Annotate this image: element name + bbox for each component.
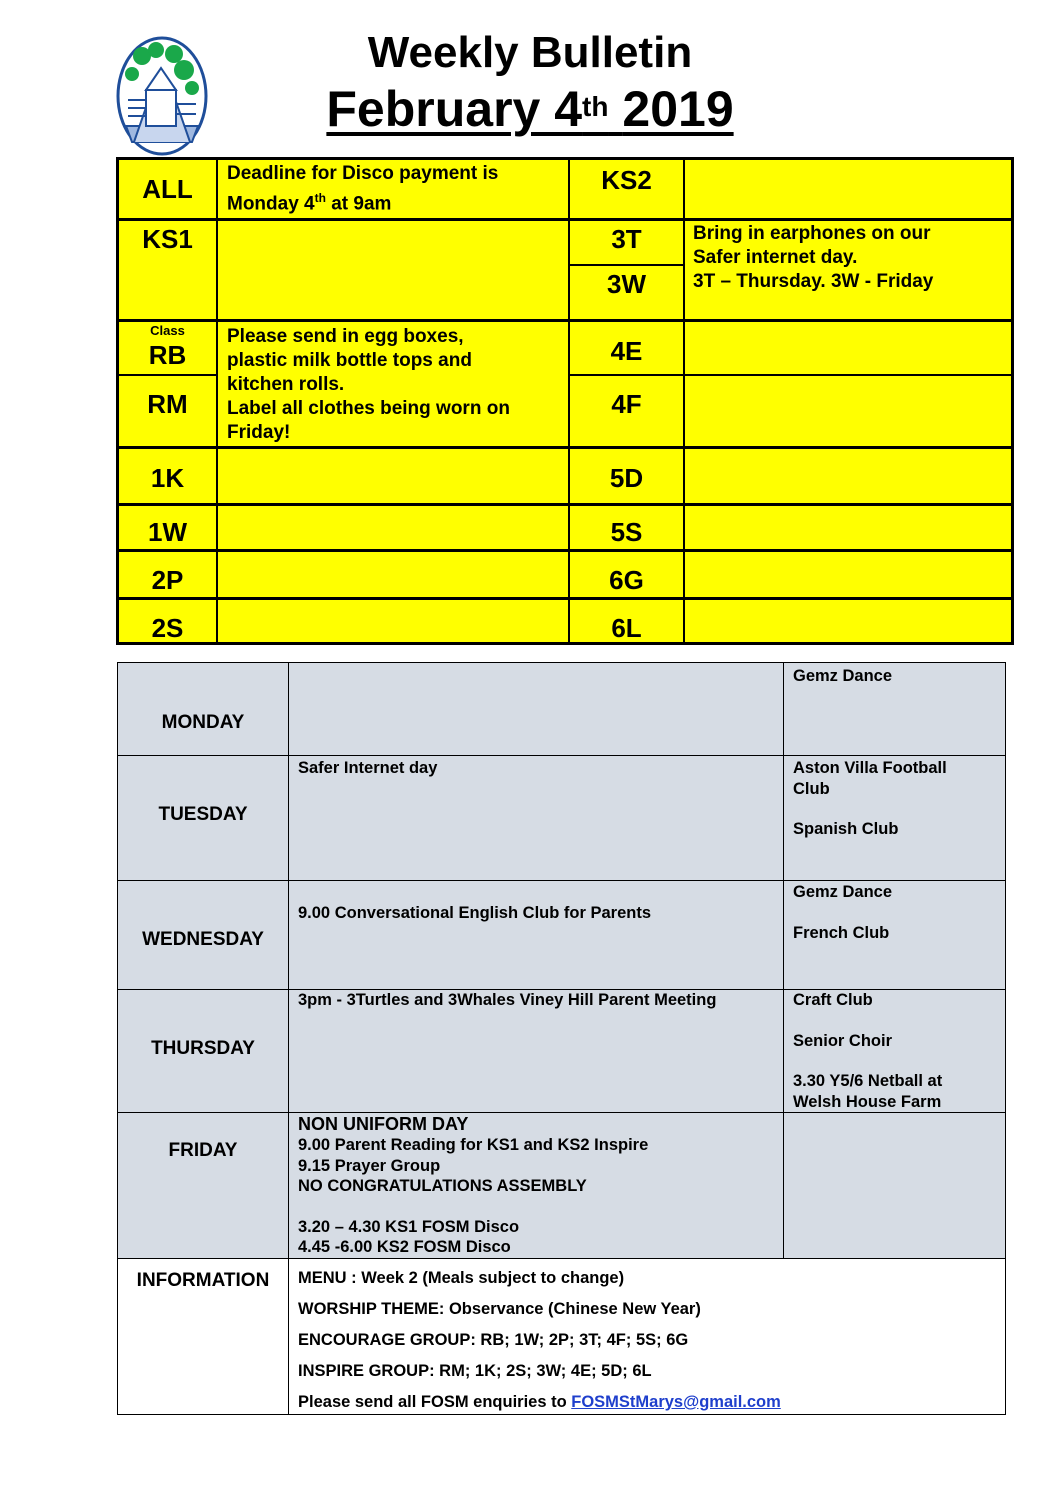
class-code-4e: 4E bbox=[610, 336, 643, 366]
friday-events: NON UNIFORM DAY 9.00 Parent Reading for KS1 and KS2 Inspire 9.15 Prayer Group NO CONGRATULATIONS ASSEMBLY 3.20 – 4.30 KS1 FOSM Disco 4.45 -6.00 KS2 FOSM Disco bbox=[298, 1114, 649, 1256]
class-code-2s: 2S bbox=[151, 613, 184, 643]
date-year: 2019 bbox=[622, 81, 734, 137]
class-code-3w: 3W bbox=[607, 269, 646, 299]
weekly-schedule-table bbox=[117, 662, 1006, 1415]
class-code-all: ALL bbox=[142, 174, 193, 204]
day-thursday: THURSDAY bbox=[151, 1038, 255, 1059]
school-crest-logo bbox=[112, 30, 212, 158]
day-tuesday: TUESDAY bbox=[158, 804, 248, 825]
day-monday: MONDAY bbox=[161, 712, 245, 733]
date-suffix: th bbox=[582, 91, 609, 122]
thursday-events: 3pm - 3Turtles and 3Whales Viney Hill Parent Meeting bbox=[298, 991, 717, 1009]
day-friday: FRIDAY bbox=[168, 1140, 238, 1161]
class-code-1w: 1W bbox=[148, 517, 187, 547]
bulletin-date bbox=[250, 80, 810, 138]
tuesday-events: Safer Internet day bbox=[298, 759, 438, 777]
class-code-rm: RM bbox=[147, 389, 188, 419]
class-code-5s: 5S bbox=[610, 517, 643, 547]
class-code-6g: 6G bbox=[609, 565, 644, 595]
note-all: Deadline for Disco payment is Monday 4th at 9am bbox=[227, 163, 499, 215]
bulletin-title: Weekly Bulletin bbox=[367, 28, 693, 77]
thursday-clubs: Craft Club Senior Choir 3.30 Y5/6 Netball at Welsh House Farm bbox=[793, 991, 943, 1111]
wednesday-events: 9.00 Conversational English Club for Parents bbox=[298, 904, 652, 922]
class-code-ks2: KS2 bbox=[601, 165, 652, 195]
class-code-5d: 5D bbox=[609, 463, 644, 493]
note-reception: Please send in egg boxes, plastic milk bottle tops and kitchen rolls. Label all clothes being worn on Friday! bbox=[227, 326, 510, 443]
class-label: Class bbox=[150, 323, 185, 338]
class-notices-table bbox=[116, 157, 1014, 645]
class-code-3t: 3T bbox=[611, 224, 642, 254]
class-code-2p: 2P bbox=[151, 565, 184, 595]
class-code-4f: 4F bbox=[611, 389, 642, 419]
class-code-ks1: KS1 bbox=[142, 224, 193, 254]
class-code-6l: 6L bbox=[611, 613, 642, 643]
tuesday-clubs: Aston Villa Football Club Spanish Club bbox=[793, 759, 947, 838]
date-month: February 4 bbox=[326, 81, 583, 137]
wednesday-clubs: Gemz Dance French Club bbox=[793, 883, 893, 942]
information-label: INFORMATION bbox=[136, 1270, 270, 1291]
day-wednesday: WEDNESDAY bbox=[142, 929, 264, 950]
monday-clubs: Gemz Dance bbox=[793, 667, 893, 685]
class-code-1k: 1K bbox=[150, 463, 185, 493]
information-lines: MENU : Week 2 (Meals subject to change) WORSHIP THEME: Observance (Chinese New Year) ENCOURAGE GROUP: RB; 1W; 2P; 3T; 4F; 5S; 6G INSPIRE GROUP: RM; 1K; 2S; 3W; 4E; 5D; 6L Please send all FOSM enquiries to FOSMStMarys@gmail.com bbox=[298, 1269, 781, 1411]
class-code-rb: RB bbox=[148, 340, 187, 370]
note-year3: Bring in earphones on our Safer internet day. 3T – Thursday. 3W - Friday bbox=[693, 223, 934, 292]
fosm-email-link[interactable]: FOSMStMarys@gmail.com bbox=[571, 1393, 781, 1411]
